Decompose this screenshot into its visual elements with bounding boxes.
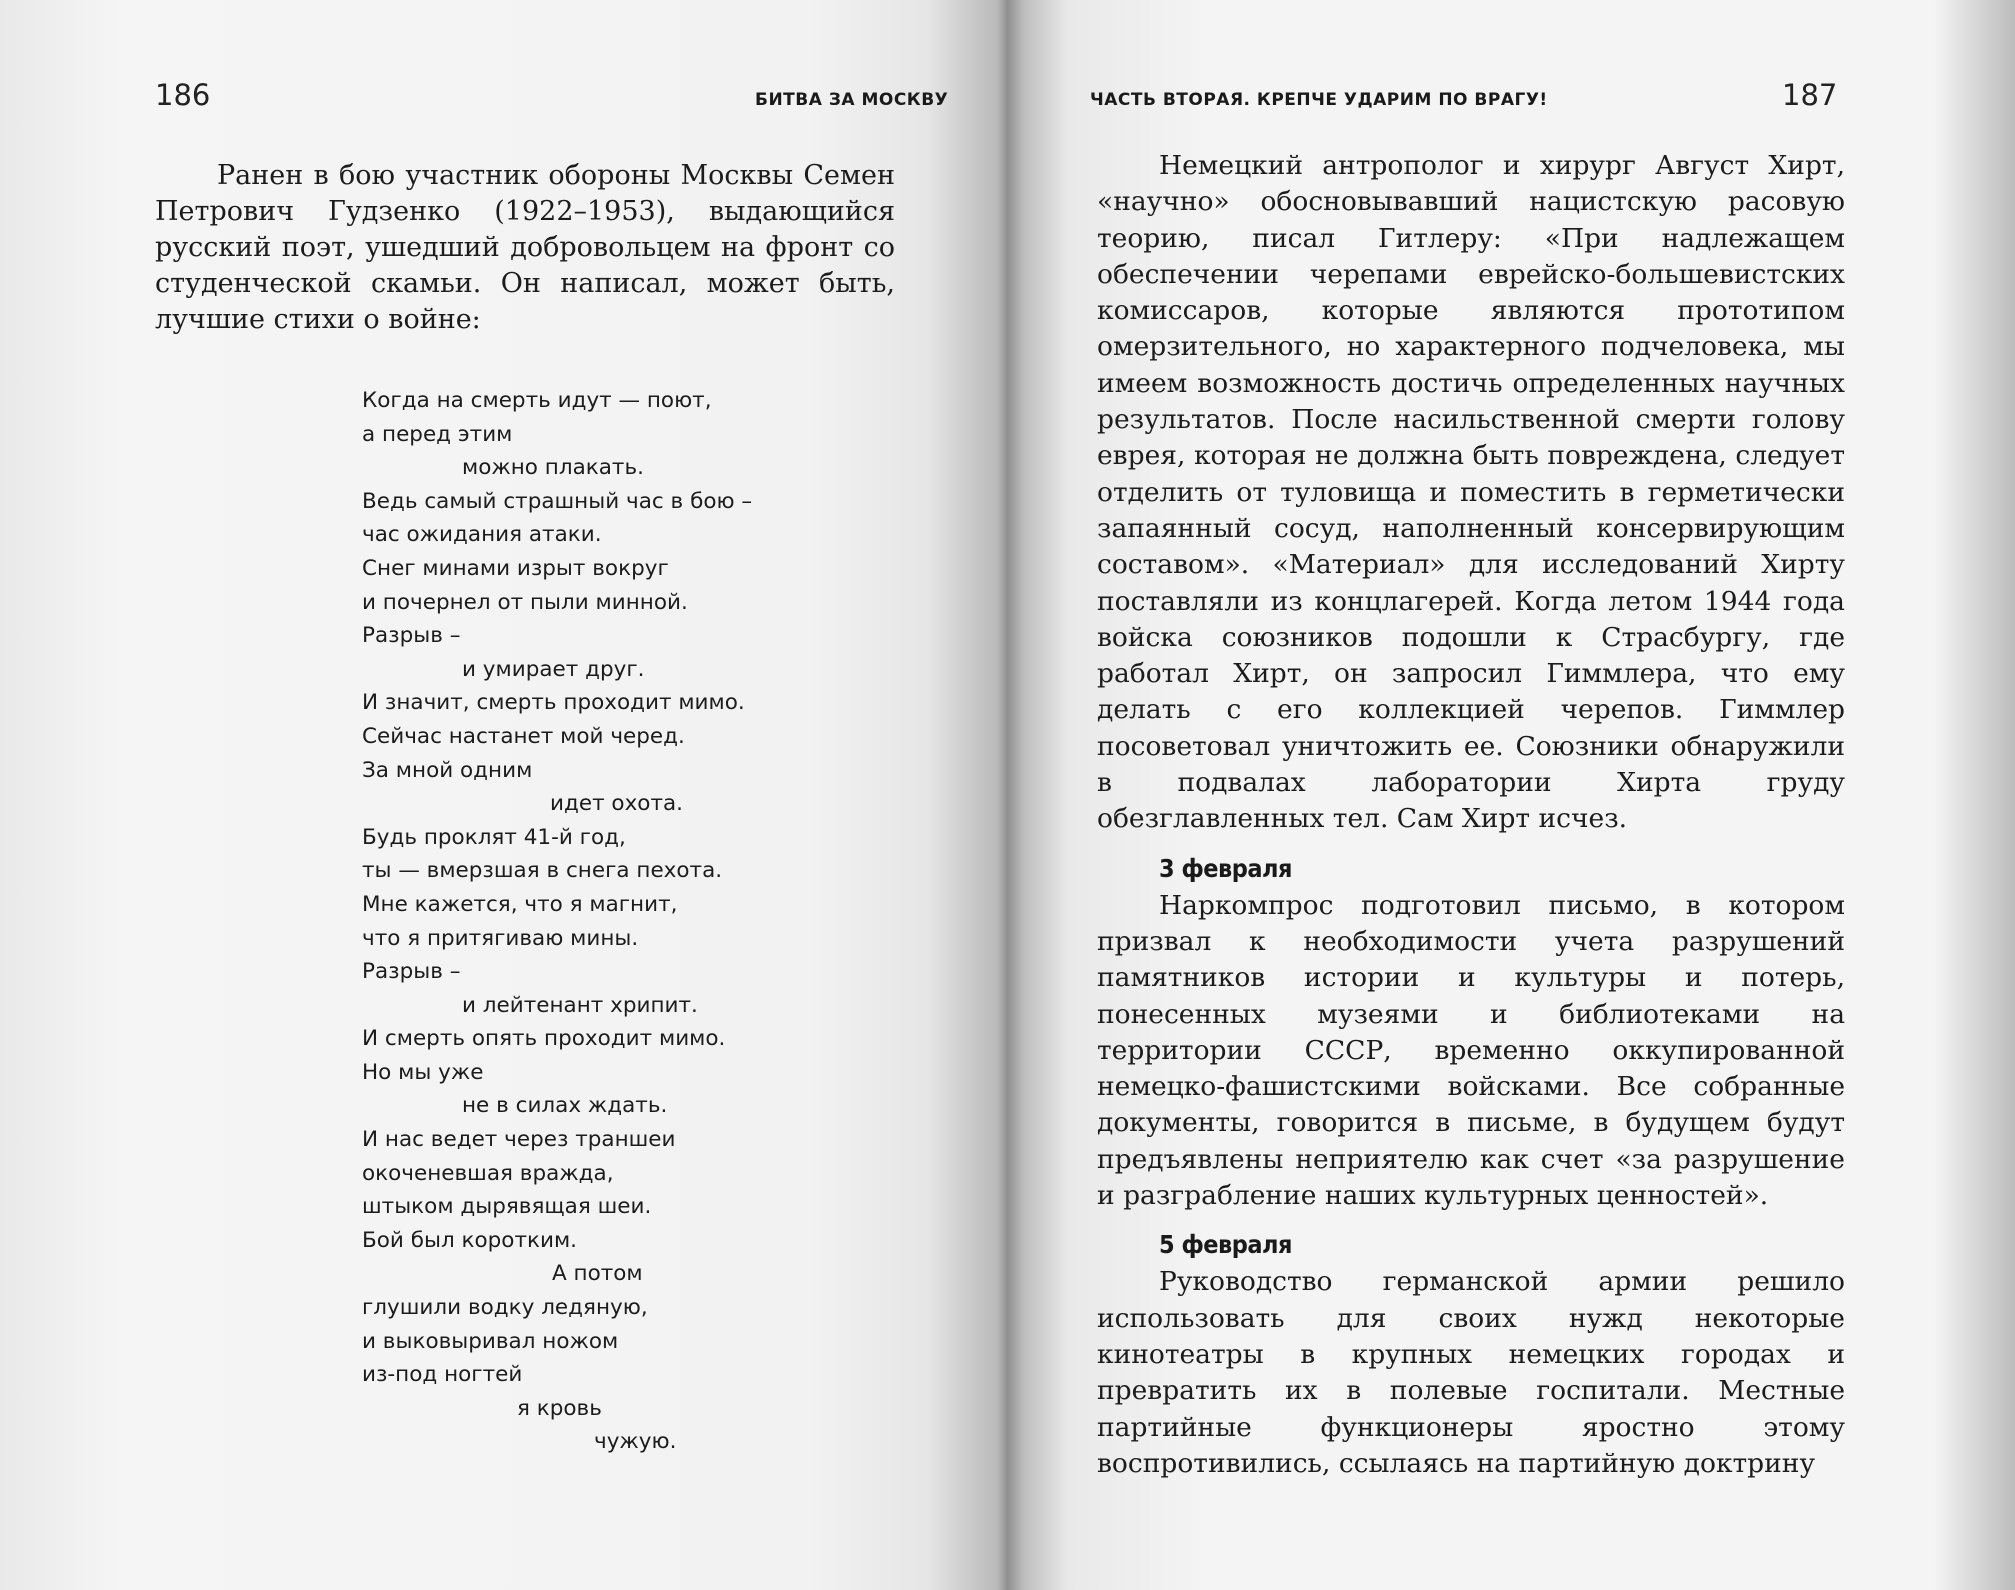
poem-line: И значит, смерть проходит мимо.: [362, 690, 745, 716]
poem-line: я кровь: [517, 1395, 602, 1421]
date-heading: 3 февраля: [1159, 853, 1292, 883]
poem-line: Но мы уже: [362, 1059, 484, 1085]
poem-line: и умирает друг.: [462, 656, 645, 682]
page-number: 186: [155, 78, 211, 112]
poem-line: За мной одним: [362, 757, 533, 783]
right-page: [1000, 0, 2015, 1590]
poem-line: идет охота.: [550, 791, 683, 817]
poem-line: Когда на смерть идут — поют,: [362, 388, 712, 413]
poem-line: и лейтенант хрипит.: [462, 992, 698, 1018]
poem-line: Сейчас настанет мой черед.: [362, 723, 685, 749]
poem-line: И смерть опять проходит мимо.: [362, 1026, 726, 1052]
poem-line: Будь проклят 41-й год,: [362, 824, 626, 850]
poem-line: Мне кажется, что я магнит,: [362, 891, 678, 917]
poem-line: глушили водку ледяную,: [362, 1295, 648, 1321]
poem-line: Снег минами изрыт вокруг: [362, 555, 669, 581]
poem-line: из-под ногтей: [362, 1362, 523, 1388]
paragraph: Руководство германской армии решило использовать для своих нужд некоторые кинотеатры в крупных немецких городах и превратить их в полевые госпитали. Местные партийные функционеры яростно этому воспротивились, ссылаясь на партийную доктрину: [1097, 1266, 1845, 1479]
intro-text: [155, 158, 895, 338]
poem-line: час ожидания атаки.: [362, 522, 602, 548]
poem: [362, 384, 882, 1459]
poem-line: окоченевшая вражда,: [362, 1160, 614, 1186]
page-number: 187: [1782, 78, 1838, 112]
intro-paragraph: Ранен в бою участник обороны Москвы Семен Петрович Гудзенко (1922–1953), выдающийся русский поэт, ушедший добровольцем на фронт со студенческой скамьи. Он написал, может быть, лучшие стихи о войне:: [155, 160, 895, 335]
poem-line: чужую.: [594, 1429, 677, 1455]
poem-line: можно плакать.: [462, 455, 644, 481]
poem-line: штыком дырявящая шеи.: [362, 1194, 652, 1220]
poem-line: а перед этим: [362, 421, 513, 447]
poem-line: Бой был коротким.: [362, 1227, 577, 1253]
running-head: БИТВА ЗА МОСКВУ: [755, 90, 949, 110]
poem-line: и выковыривал ножом: [362, 1328, 619, 1354]
poem-line: и почернел от пыли минной.: [362, 589, 688, 615]
body-text: [1097, 148, 1845, 1482]
left-page: [0, 0, 1000, 1590]
poem-line: не в силах ждать.: [462, 1093, 668, 1119]
poem-line: Разрыв –: [362, 623, 461, 649]
poem-line: И нас ведет через траншеи: [362, 1127, 676, 1153]
poem-line: Ведь самый страшный час в бою –: [362, 488, 753, 514]
poem-line: А потом: [552, 1261, 643, 1287]
poem-line: Разрыв –: [362, 959, 461, 985]
poem-line: ты — вмерзшая в снега пехота.: [362, 858, 723, 884]
date-heading: 5 февраля: [1159, 1230, 1292, 1260]
running-head: ЧАСТЬ ВТОРАЯ. КРЕПЧЕ УДАРИМ ПО ВРАГУ!: [1090, 90, 1548, 110]
paragraph: Наркомпрос подготовил письмо, в котором призвал к необходимости учета разрушений памятников истории и культуры и потерь, понесенных музеями и библиотеками на территории СССР, временно оккупированной немецко-фашистскими войсками. Все собранные документы, говорится в письме, в будущем будут предъявлены неприятелю как счет «за разрушение и разграбление наших культурных ценностей».: [1097, 889, 1845, 1212]
paragraph: Немецкий антрополог и хирург Август Хирт, «научно» обосновывавший нацистскую расовую теорию, писал Гитлеру: «При надлежащем обеспечении черепами еврейско-большевистских комиссаров, которые являются прототипом омерзительного, но характерного подчеловека, мы имеем возможность достичь определенных научных результатов. После насильственной смерти голову еврея, которая не должна быть повреждена, следует отделить от туловища и поместить в герметически запаянный сосуд, наполненный консервирующим составом». «Материал» для исследований Хирту поставляли из концлагерей. Когда летом 1944 года войска союзников подошли к Страсбургу, где работал Хирт, он запросил Гиммлера, что ему делать с его коллекцией черепов. Гиммлер посоветовал уничтожить ее. Союзники обнаружили в подвалах лаборатории Хирта груду обезглавленных тел. Сам Хирт исчез.: [1097, 150, 1845, 835]
poem-line: что я притягиваю мины.: [362, 925, 639, 951]
